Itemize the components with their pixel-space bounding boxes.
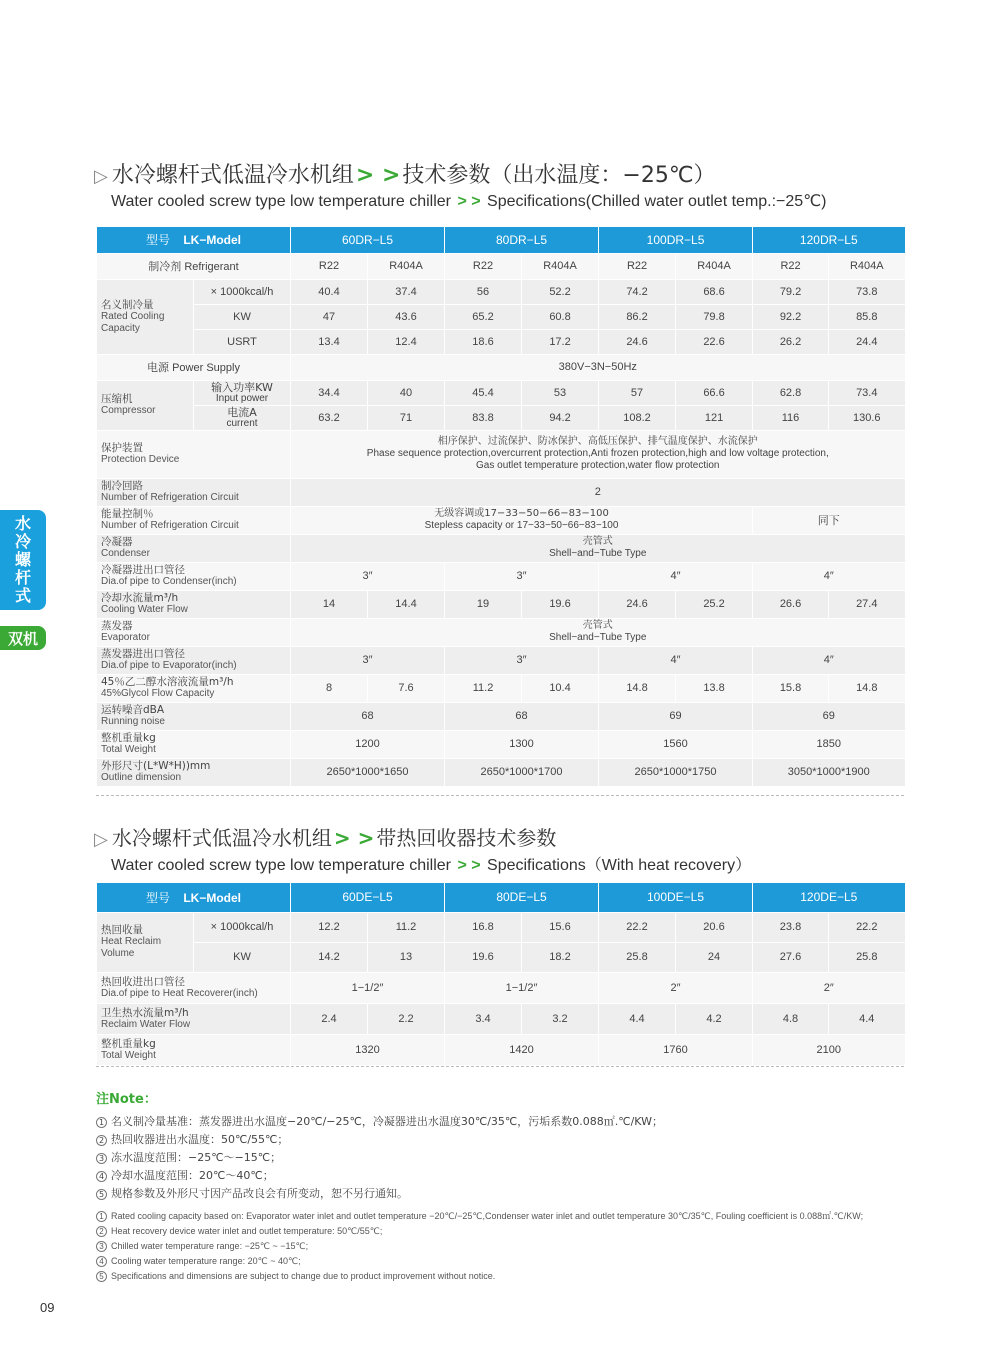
table-cell: KW [194,942,291,972]
table-row [97,1003,905,1034]
table-cell: 47 [291,304,368,329]
model-col: 120DE−L5 [753,883,905,912]
table-row [97,758,905,786]
model-col: 80DR−L5 [445,227,599,253]
notes-title: 注Note： [96,1092,157,1107]
table-cell: KW [194,304,291,329]
table-cell: 19 [445,590,522,618]
side-tab-char: 杆 [14,568,31,587]
table-cell: 同下 [753,506,905,534]
table-cell: 2.4 [291,1003,368,1034]
row-label: 保护装置 Protection Device [97,430,291,478]
table-cell: 25.8 [829,942,905,972]
table-cell: 壳管式 Shell−and−Tube Type [291,618,905,646]
table-cell: 22.2 [599,912,676,942]
table-cell: 83.8 [445,405,522,430]
table-row [97,304,905,329]
table-cell: 4″ [753,646,905,674]
triangle-icon: ▷ [94,829,108,850]
page-number: 09 [40,1300,55,1315]
table-cell: 输入功率KW Input power [194,380,291,405]
table-cell: 16.8 [445,912,522,942]
table-cell: R22 [445,253,522,279]
table-cell: 3″ [445,646,599,674]
table-cell: 14.4 [368,590,445,618]
section1-title-en: Water cooled screw type low temperature chiller > > Specifications(Chilled water outlet temp.:−25℃) [111,193,827,210]
section2-title-cn: ▷ 水冷螺杆式低温冷水机组 > > 带热回收器技术参数 [94,826,557,850]
table-cell: 22.2 [829,912,905,942]
table-cell: 130.6 [829,405,905,430]
table-cell: 13 [368,942,445,972]
table-cell: 1760 [599,1034,753,1065]
table-cell: 4″ [599,646,753,674]
table-cell: 14.2 [291,942,368,972]
table-cell: 23.8 [753,912,829,942]
side-tab-category[interactable] [0,510,46,610]
table-cell: 3.4 [445,1003,522,1034]
list-item: 1 名义制冷量基准：蒸发器进出水温度−20℃/−25℃，冷凝器进出水温度30℃/35℃，污垢系数0.088㎡.℃/KW； [96,1113,906,1131]
table-cell: 24 [676,942,753,972]
table-cell: 68 [445,702,599,730]
double-arrow-icon: > > [457,857,481,874]
table-row [97,279,905,304]
table-row [97,405,905,430]
row-label: 热回收进出口管径 Dia.of pipe to Heat Recoverer(inch) [97,972,291,1003]
table-cell: 8 [291,674,368,702]
table-cell: 380V−3N−50Hz [291,354,905,380]
row-label: 制冷剂 Refrigerant [97,253,291,279]
table-cell: 电流A current [194,405,291,430]
table-row [97,1034,905,1065]
table-cell: 85.8 [829,304,905,329]
row-label: 45％乙二醇水溶液流量m³/h 45%Glycol Flow Capacity [97,674,291,702]
table-cell: 4.2 [676,1003,753,1034]
row-label: 电源 Power Supply [97,354,291,380]
table-row [97,972,905,1003]
row-label: 蒸发器进出口管径 Dia.of pipe to Evaporator(inch) [97,646,291,674]
table-cell: 4″ [753,562,905,590]
table-cell: 2650*1000*1700 [445,758,599,786]
table-cell: 13.4 [291,329,368,354]
table-cell: 65.2 [445,304,522,329]
table-cell: 2650*1000*1650 [291,758,445,786]
model-header: 型号 LK−Model [97,227,291,253]
table-row [97,590,905,618]
table-cell: 15.8 [753,674,829,702]
table-cell: 15.6 [522,912,599,942]
table-cell: 71 [368,405,445,430]
table-row [97,912,905,942]
table-cell: 52.2 [522,279,599,304]
table-cell: R404A [522,253,599,279]
row-label: 整机重量kg Total Weight [97,1034,291,1065]
table-cell: 12.4 [368,329,445,354]
table-row [97,562,905,590]
table-cell: 69 [599,702,753,730]
table-cell: 18.6 [445,329,522,354]
table-row [97,354,905,380]
list-item: 1 Rated cooling capacity based on: Evaporator water inlet and outlet temperature −20℃/−25℃,Condenser water inlet and outlet temperature 30℃/35℃, Fouling coefficient is 0.088㎡.℃/KW; [96,1209,906,1224]
notes-cn-list [96,1113,906,1203]
table-cell: R22 [599,253,676,279]
table-cell: 22.6 [676,329,753,354]
list-item: 5 规格参数及外形尺寸因产品改良会有所变动，恕不另行通知。 [96,1185,906,1203]
table-cell: 27.6 [753,942,829,972]
table-cell: × 1000kcal/h [194,279,291,304]
table-row [97,702,905,730]
table-cell: 108.2 [599,405,676,430]
table-cell: 无级容调或17−33−50−66−83−100 Stepless capacity or 17−33−50−66−83−100 [291,506,753,534]
table-cell: 1200 [291,730,445,758]
table-cell: 24.6 [599,329,676,354]
table-row [97,329,905,354]
table-cell: 79.2 [753,279,829,304]
table-row [97,730,905,758]
side-tab-char: 螺 [14,550,31,569]
table-cell: R404A [368,253,445,279]
table-cell: 2 [291,478,905,506]
table-cell: 40.4 [291,279,368,304]
spec-table-2 [96,883,905,1066]
table-cell: 18.2 [522,942,599,972]
model-col: 60DE−L5 [291,883,445,912]
table-cell: 2″ [753,972,905,1003]
double-arrow-icon: > > [333,826,375,850]
table-cell: 26.6 [753,590,829,618]
list-item: 3 Chilled water temperature range: −25℃ ~ −15℃; [96,1239,906,1254]
table-row [97,430,905,478]
table-cell: 1420 [445,1034,599,1065]
side-tab-char: 水 [14,514,31,533]
table-cell: 3.2 [522,1003,599,1034]
row-label: 运转噪音dBA Running noise [97,702,291,730]
row-label: 名义制冷量 Rated Cooling Capacity [97,279,194,354]
table-cell: 74.2 [599,279,676,304]
table-row [97,534,905,562]
table-cell: 1320 [291,1034,445,1065]
table-cell: 20.6 [676,912,753,942]
table-cell: 79.8 [676,304,753,329]
list-item: 3 冻水温度范围：−25℃～−15℃； [96,1149,906,1167]
table-row [97,253,905,279]
table-cell: 26.2 [753,329,829,354]
row-label: 外形尺寸(L*W*H))mm Outline dimension [97,758,291,786]
table-cell: 1−1/2″ [445,972,599,1003]
table-row [97,646,905,674]
table-cell: 7.6 [368,674,445,702]
table-cell: 43.6 [368,304,445,329]
table-cell: 4.8 [753,1003,829,1034]
table-cell: 116 [753,405,829,430]
table-cell: 17.2 [522,329,599,354]
model-col: 60DR−L5 [291,227,445,253]
row-label: 冷凝器 Condenser [97,534,291,562]
table-cell: 3050*1000*1900 [753,758,905,786]
table-cell: 63.2 [291,405,368,430]
table-cell: 14 [291,590,368,618]
table-row [97,380,905,405]
table-cell: 12.2 [291,912,368,942]
table-cell: 27.4 [829,590,905,618]
table-cell: R404A [676,253,753,279]
list-item: 4 冷却水温度范围：20℃～40℃； [96,1167,906,1185]
table-cell: 60.8 [522,304,599,329]
list-item: 5 Specifications and dimensions are subject to change due to product improvement without notice. [96,1269,906,1284]
list-item: 2 Heat recovery device water inlet and outlet temperature: 50℃/55℃; [96,1224,906,1239]
table-cell: 1−1/2″ [291,972,445,1003]
table-cell: 57 [599,380,676,405]
model-col: 100DE−L5 [599,883,753,912]
table-cell: 壳管式 Shell−and−Tube Type [291,534,905,562]
table-divider [96,795,904,796]
table-cell: 25.8 [599,942,676,972]
list-item: 4 Cooling water temperature range: 20℃ ~ 40℃; [96,1254,906,1269]
triangle-icon: ▷ [94,166,108,187]
table-cell: 2″ [599,972,753,1003]
table-cell: 25.2 [676,590,753,618]
section1-title-cn: ▷ 水冷螺杆式低温冷水机组> >技术参数（出水温度：−25℃） [94,163,716,188]
table-cell: 19.6 [522,590,599,618]
row-label: 制冷回路 Number of Refrigeration Circuit [97,478,291,506]
notes-en-list [96,1209,906,1284]
table-cell: 1300 [445,730,599,758]
double-arrow-icon: > > [355,163,401,188]
row-label: 冷凝器进出口管径 Dia.of pipe to Condenser(inch) [97,562,291,590]
table-cell: 73.8 [829,279,905,304]
table-cell: 2650*1000*1750 [599,758,753,786]
table-row [97,478,905,506]
table-cell: 10.4 [522,674,599,702]
table-row [97,674,905,702]
table-cell: 94.2 [522,405,599,430]
table-cell: USRT [194,329,291,354]
row-label: 热回收量 Heat Reclaim Volume [97,912,194,972]
table-row [97,618,905,646]
table-cell: 13.8 [676,674,753,702]
row-label: 冷却水流量m³/h Cooling Water Flow [97,590,291,618]
table-cell: 14.8 [829,674,905,702]
table-cell: 2100 [753,1034,905,1065]
section2-title-en: Water cooled screw type low temperature chiller > > Specifications（With heat recovery） [111,857,752,874]
table-cell: 11.2 [368,912,445,942]
table-cell: 34.4 [291,380,368,405]
table-cell: × 1000kcal/h [194,912,291,942]
table-cell: 3″ [445,562,599,590]
table-cell: 1560 [599,730,753,758]
side-tab-char: 冷 [14,532,31,551]
table-cell: 24.6 [599,590,676,618]
side-tab-dual[interactable] [0,626,46,650]
table-cell: R404A [829,253,905,279]
table-cell: 4.4 [829,1003,905,1034]
table-cell: 3″ [291,562,445,590]
side-tab2-label: 双机 [7,629,38,648]
model-col: 80DE−L5 [445,883,599,912]
notes [96,1088,906,1284]
table-cell: 1850 [753,730,905,758]
table-cell: 14.8 [599,674,676,702]
table-cell: 68.6 [676,279,753,304]
table-cell: 相序保护、过流保护、防冰保护、高低压保护、排气温度保护、水流保护 Phase sequence protection,overcurrent protection,Anti frozen protection,high and low voltage protection, Gas outlet temperature protection,water flow protection [291,430,905,478]
table-cell: 19.6 [445,942,522,972]
table-cell: 121 [676,405,753,430]
table-cell: 66.6 [676,380,753,405]
list-item: 2 热回收器进出水温度：50℃/55℃； [96,1131,906,1149]
row-label: 卫生热水流量m³/h Reclaim Water Flow [97,1003,291,1034]
table-cell: 2.2 [368,1003,445,1034]
model-col: 100DR−L5 [599,227,753,253]
double-arrow-icon: > > [457,193,481,210]
table-cell: 3″ [291,646,445,674]
table-cell: 86.2 [599,304,676,329]
table-cell: 37.4 [368,279,445,304]
table-cell: 53 [522,380,599,405]
row-label: 整机重量kg Total Weight [97,730,291,758]
table-cell: 56 [445,279,522,304]
table-divider [96,1066,904,1067]
table-cell: 40 [368,380,445,405]
model-header: 型号 LK−Model [97,883,291,912]
model-col: 120DR−L5 [753,227,905,253]
table-cell: 73.4 [829,380,905,405]
row-label: 能量控制％ Number of Refrigeration Circuit [97,506,291,534]
table-cell: 4.4 [599,1003,676,1034]
side-tab-char: 式 [14,586,31,605]
table-cell: R22 [753,253,829,279]
table-cell: 69 [753,702,905,730]
table-cell: 68 [291,702,445,730]
table-cell: 11.2 [445,674,522,702]
table-cell: R22 [291,253,368,279]
table-cell: 45.4 [445,380,522,405]
spec-table-1 [96,227,905,787]
table-row [97,506,905,534]
row-label: 蒸发器 Evaporator [97,618,291,646]
table-cell: 24.4 [829,329,905,354]
table-cell: 62.8 [753,380,829,405]
table-row [97,942,905,972]
row-label: 压缩机 Compressor [97,380,194,430]
table-cell: 92.2 [753,304,829,329]
table-cell: 4″ [599,562,753,590]
